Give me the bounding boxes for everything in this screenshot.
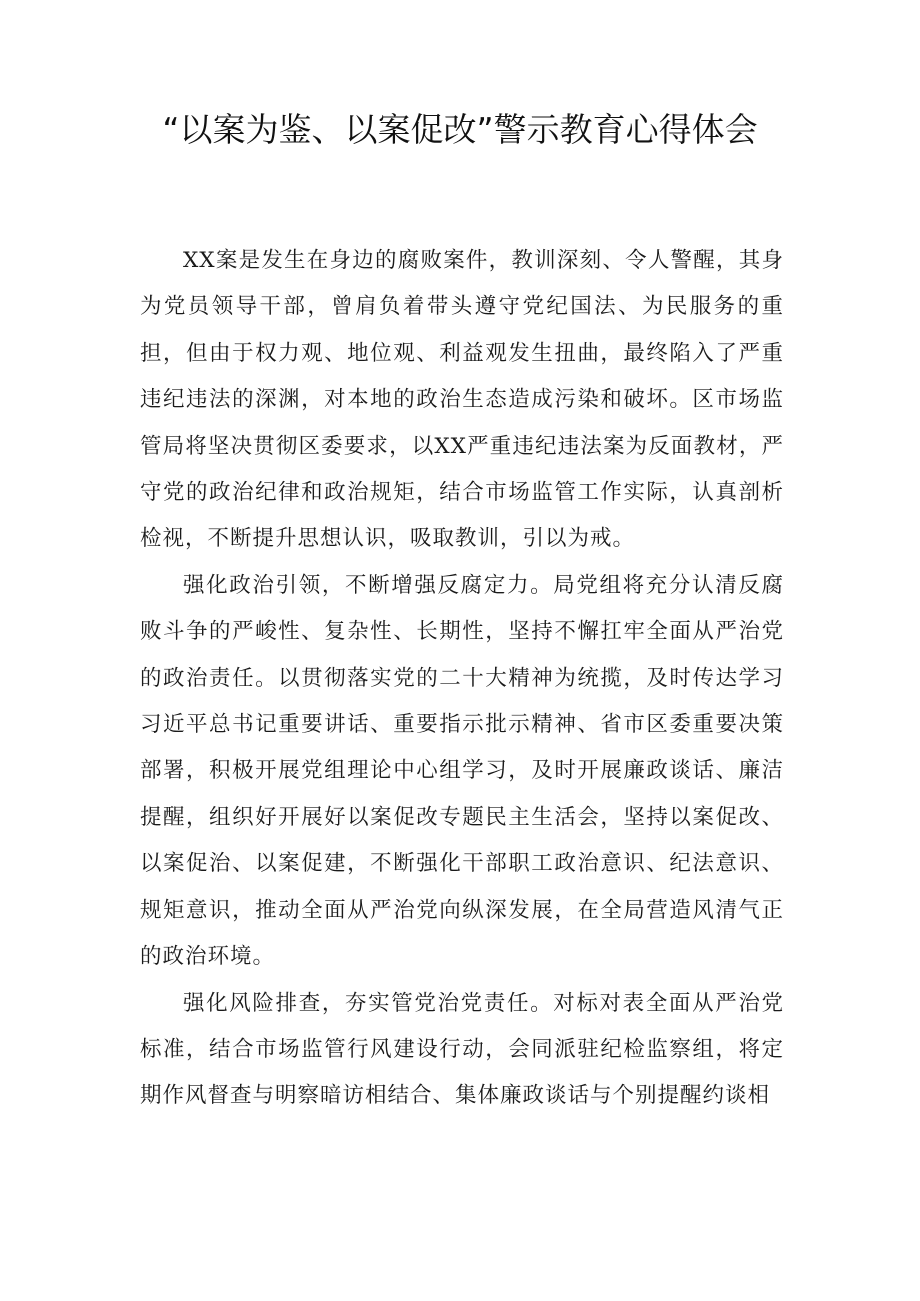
document-body (140, 238, 784, 1120)
paragraph-3: 强化风险排查，夯实管党治党责任。对标对表全面从严治党标准，结合市场监管行风建设行动，会同派驻纪检监察组，将定期作风督查与明察暗访相结合、集体廉政谈话与个别提醒约谈相 (140, 990, 784, 1109)
paragraph-1: XX案是发生在身边的腐败案件，教训深刻、令人警醒，其身为党员领导干部，曾肩负着带头遵守党纪国法、为民服务的重担，但由于权力观、地位观、利益观发生扭曲，最终陷入了严重违纪违法的深渊，对本地的政治生态造成污染和破坏。区市场监管局将坚决贯彻区委要求，以XX严重违纪违法案为反面教材，严守党的政治纪律和政治规矩，结合市场监管工作实际，认真剖析检视，不断提升思想认识，吸取教训，引以为戒。 (140, 248, 784, 552)
paragraph-2: 强化政治引领，不断增强反腐定力。局党组将充分认清反腐败斗争的严峻性、复杂性、长期性，坚持不懈扛牢全面从严治党的政治责任。以贯彻落实党的二十大精神为统揽，及时传达学习习近平总书记重要讲话、重要指示批示精神、省市区委重要决策部署，积极开展党组理论中心组学习，及时开展廉政谈话、廉洁提醒，组织好开展好以案促改专题民主生活会，坚持以案促改、以案促治、以案促建，不断强化干部职工政治意识、纪法意识、规矩意识，推动全面从严治党向纵深发展，在全局营造风清气正的政治环境。 (140, 572, 784, 970)
document-title: “以案为鉴、以案促改”警示教育心得体会 (162, 110, 758, 149)
